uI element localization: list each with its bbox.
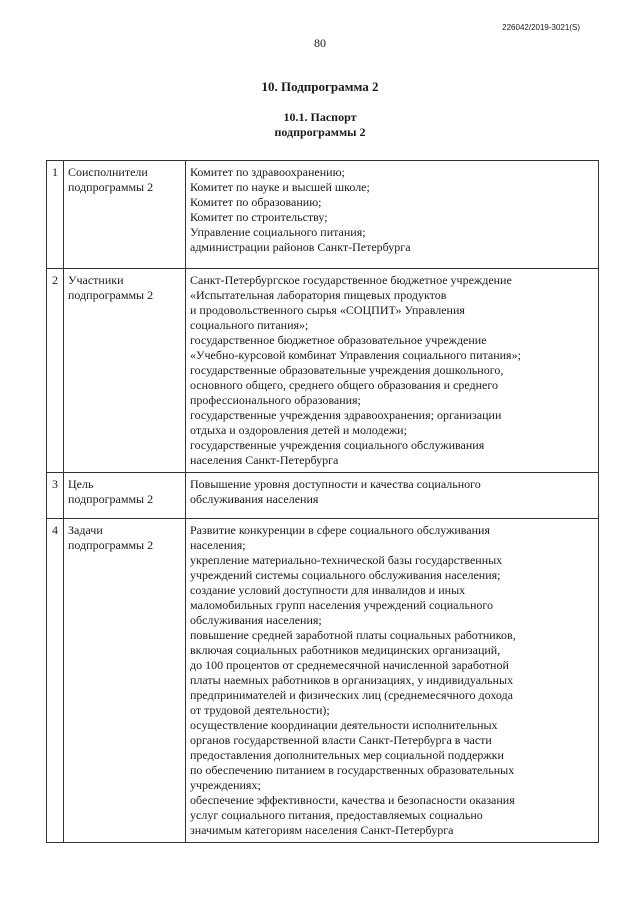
row-value-line: Развитие конкуренции в сфере социального обслуживания [190, 523, 490, 537]
passport-table [46, 160, 599, 843]
row-value-line: предоставления дополнительных мер социальной поддержки [190, 748, 504, 762]
row-value-line: обеспечение эффективности, качества и безопасности оказания [190, 793, 515, 807]
row-value [186, 161, 599, 269]
table-row [47, 519, 599, 843]
row-value-line: населения; [190, 538, 246, 552]
row-label-line: подпрограммы 2 [68, 492, 154, 506]
row-label [64, 269, 186, 473]
row-value-line: маломобильных групп населения учреждений социального [190, 598, 494, 612]
page-number: 80 [314, 36, 326, 50]
row-value-line: до 100 процентов от среднемесячной начисленной заработной [190, 658, 509, 672]
row-value-line: «Учебно-курсовой комбинат Управления социального питания»; [190, 348, 521, 362]
row-value-line: «Испытательная лаборатория пищевых продуктов [190, 288, 447, 302]
row-value-line: повышение средней заработной платы социальных работников, [190, 628, 516, 642]
row-label [64, 473, 186, 519]
row-value-line: органов государственной власти Санкт-Петербурга в части [190, 733, 492, 747]
row-value-line: обслуживания населения [190, 492, 319, 506]
row-value [186, 473, 599, 519]
row-value-line: населения Санкт-Петербурга [190, 453, 339, 467]
row-value [186, 519, 599, 843]
section-heading: 10. Подпрограмма 2 [261, 79, 379, 94]
passport-heading [0, 110, 640, 140]
passport-heading-line-2: подпрограммы 2 [274, 125, 366, 139]
row-label [64, 161, 186, 269]
row-value-line: Санкт-Петербургское государственное бюджетное учреждение [190, 273, 512, 287]
row-value-line: услуг социального питания, предоставляемых социально [190, 808, 483, 822]
row-value-line: Повышение уровня доступности и качества социального [190, 477, 481, 491]
row-label-line: Соисполнители [68, 165, 148, 179]
row-number: 1 [47, 161, 64, 269]
row-value-line: Комитет по науке и высшей школе; [190, 180, 370, 194]
row-value-line: государственные учреждения социального обслуживания [190, 438, 485, 452]
row-value-line: по обеспечению питанием в государственных образовательных [190, 763, 515, 777]
row-value-line: отдыха и оздоровления детей и молодежи; [190, 423, 407, 437]
row-value-line: администрации районов Санкт-Петербурга [190, 240, 411, 254]
row-value-line: включая социальных работников медицинских организаций, [190, 643, 501, 657]
row-value-line: создание условий доступности для инвалидов и иных [190, 583, 466, 597]
table-row [47, 269, 599, 473]
row-number: 3 [47, 473, 64, 519]
row-value-line: Комитет по образованию; [190, 195, 322, 209]
row-label-line: Задачи [68, 523, 103, 537]
row-value-line: Комитет по здравоохранению; [190, 165, 345, 179]
row-label-line: Цель [68, 477, 94, 491]
row-value-line: государственные учреждения здравоохранения; организации [190, 408, 502, 422]
row-value-line: обслуживания населения; [190, 613, 322, 627]
row-value-line: Комитет по строительству; [190, 210, 328, 224]
table-row [47, 161, 599, 269]
row-value-line: платы наемных работников в организациях, у индивидуальных [190, 673, 514, 687]
row-value-line: предпринимателей и физических лиц (среднемесячного дохода [190, 688, 513, 702]
row-label-line: подпрограммы 2 [68, 538, 154, 552]
row-value-line: социального питания»; [190, 318, 309, 332]
row-label-line: подпрограммы 2 [68, 288, 154, 302]
row-label-line: подпрограммы 2 [68, 180, 154, 194]
row-number: 2 [47, 269, 64, 473]
row-label-line: Участники [68, 273, 124, 287]
row-value-line: государственные образовательные учреждения дошкольного, [190, 363, 504, 377]
row-value-line: учреждениях; [190, 778, 261, 792]
row-value-line: осуществление координации деятельности исполнительных [190, 718, 498, 732]
row-value-line: и продовольственного сырья «СОЦПИТ» Управления [190, 303, 465, 317]
row-value-line: учреждений системы социального обслуживания населения; [190, 568, 501, 582]
passport-heading-line-1: 10.1. Паспорт [283, 110, 357, 124]
row-label [64, 519, 186, 843]
row-value-line: основного общего, среднего общего образования и среднего [190, 378, 499, 392]
row-value-line: государственное бюджетное образовательное учреждение [190, 333, 487, 347]
row-value-line: Управление социального питания; [190, 225, 366, 239]
row-value-line: от трудовой деятельности); [190, 703, 330, 717]
table-row [47, 473, 599, 519]
row-value-line: укрепление материально-технической базы государственных [190, 553, 503, 567]
row-value-line: профессионального образования; [190, 393, 361, 407]
document-id: 226042/2019-3021(S) [502, 23, 580, 32]
row-number: 4 [47, 519, 64, 843]
row-value [186, 269, 599, 473]
row-value-line: значимым категориям населения Санкт-Петербурга [190, 823, 454, 837]
